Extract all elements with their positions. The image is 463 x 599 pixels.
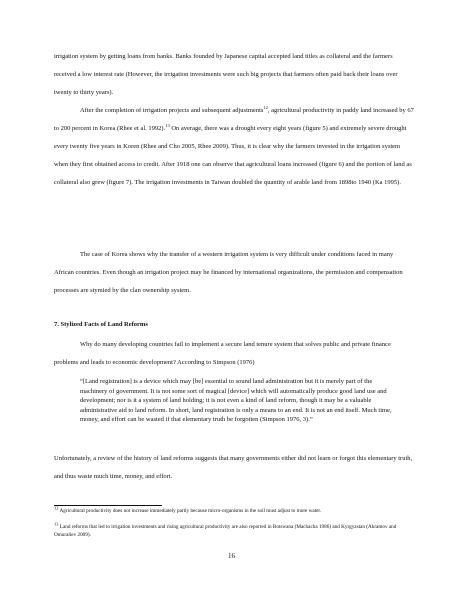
footnote-13-text: Land reforms that led to irrigation investments and rising agricultural productivity are also reported in Botswana (Machacha 1986) and Kyrgyzstan (Akramov and Omuraliev 2009).	[54, 524, 397, 538]
footnote-ref-12[interactable]: 12	[263, 104, 268, 110]
section-heading: 7. Stylized Facts of Land Reforms	[54, 321, 148, 328]
block-quote: “[Land registration] is a device which may [be] essential to sound land administration but it is merely part of the machinery of government. It is not some sort of magical [device] which will automatically produce good land use and development; nor is it a system of land holding; it is not even a kind of land reform, though it may be a valuable administrative aid to land reform. In short, land registration is only a means to an end. It is not an end itself. Much time, money, and effort can be wasted if that elementary truth be forgotten (Simpson 1976, 3).”	[80, 378, 392, 424]
paragraph-productivity-part2: , agricultural productivity in paddy land increased by 67 to 200 percent in Korea (Rhee et al. 1992).	[54, 107, 414, 132]
footnote-separator	[54, 505, 162, 506]
paragraph-korea-case: The case of Korea shows why the transfer of a western irrigation system is very difficult under conditions faced in many African countries. Even though an irrigation project may be financed by international organizations, the permission and compensation processes are stymied by the clan ownership system.	[54, 251, 403, 294]
footnote-13-mark: 13	[54, 521, 59, 527]
paragraph-productivity-part3: On average, there was a drought every eight years (figure 5) and extremely severe drought every twenty five years in Koren (Rhee and Cho 2005, Rhee 2009). Thus, it is clear why the farmers invested in the irrigation system when they first obtained access to credit. After 1918 one can observe that agricultural loans increased (figure 6) and the portion of land as collateral also grew (figure 7). The irrigation investments in Taiwan doubled the quantity of arable land from 1898to 1940 (Ka 1995).	[54, 125, 412, 186]
page-number: 16	[228, 552, 235, 560]
paragraph-productivity-part1: After the completion of irrigation projects and subsequent adjustments	[80, 107, 264, 114]
paragraph-productivity	[54, 102, 414, 192]
footnote-12-text: Agricultural productivity does not increase immediately partly because micro-organisms in the soil must adjust to more water.	[58, 508, 322, 514]
footnote-12	[54, 505, 416, 516]
paragraph-question: Why do many developing countries fail to implement a secure land tenure system that solves public and private finance problems and leads to economic development? According to Simpson (1976)	[54, 341, 391, 366]
footnote-12-mark: 12	[54, 505, 59, 511]
paragraph-conclusion: Unfortunately, a review of the history of land reforms suggests that many governments either did not learn or forgot this elementary truth, and thus waste much time, money, and effort.	[54, 455, 413, 480]
paragraph-irrigation-loans: irrigation system by getting loans from banks. Banks founded by Japanese capital accepted land titles as collateral and the farmers received a low interest rate (However, the irrigation investments were such big projects that farmers often paid back their loans over twenty to thirty years).	[54, 53, 398, 96]
footnote-13	[54, 521, 416, 539]
footnote-ref-13[interactable]: 13	[165, 122, 170, 128]
